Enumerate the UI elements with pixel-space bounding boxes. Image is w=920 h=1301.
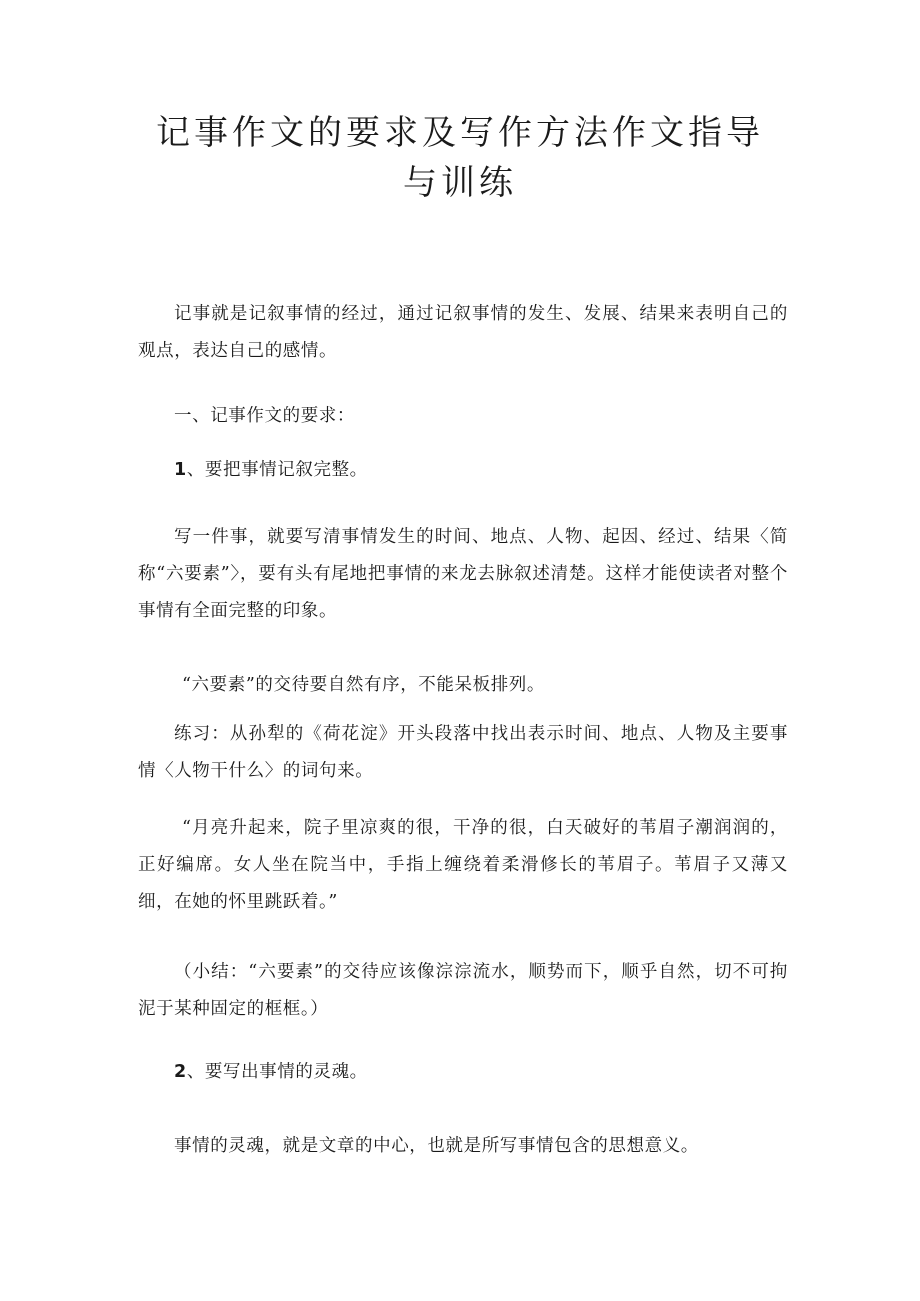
- six-elements-note: “六要素”的交待要自然有序，不能呆板排列。: [182, 675, 545, 695]
- requirement-2-body: 事情的灵魂，就是文章的中心，也就是所写事情包含的思想意义。: [174, 1136, 699, 1156]
- requirement-1-heading: [138, 452, 788, 489]
- requirement-1-number: 1: [174, 460, 187, 480]
- quoted-passage: “月亮升起来，院子里凉爽的很，干净的很，白天破好的苇眉子潮润润的，正好编席。女人坐在院当中，手指上缠绕着柔滑修长的苇眉子。苇眉子又薄又细，在她的怀里跳跃着。”: [138, 818, 788, 912]
- requirement-2-text: 、要写出事情的灵魂。: [186, 1062, 368, 1082]
- summary-note: （小结：“六要素”的交待应该像淙淙流水，顺势而下，顺乎自然，切不可拘泥于某种固定的框框。）: [138, 962, 788, 1019]
- requirement-1-body: 写一件事，就要写清事情发生的时间、地点、人物、起因、经过、结果〈简称“六要素”〉，要有头有尾地把事情的来龙去脉叙述清楚。这样才能使读者对整个事情有全面完整的印象。: [138, 527, 788, 621]
- requirement-2-number: 2: [174, 1062, 187, 1082]
- exercise-paragraph: 练习：从孙犁的《荷花淀》开头段落中找出表示时间、地点、人物及主要事情〈人物干什么〉的词句来。: [138, 724, 788, 781]
- requirement-2-heading: [138, 1054, 788, 1091]
- intro-paragraph: 记事就是记叙事情的经过，通过记叙事情的发生、发展、结果来表明自己的观点，表达自己的感情。: [138, 304, 788, 361]
- section-heading-requirements: 一、记事作文的要求：: [174, 406, 355, 426]
- requirement-1-text: 、要把事情记叙完整。: [186, 460, 368, 480]
- document-title: 记事作文的要求及写作方法作文指导与训练: [156, 113, 764, 203]
